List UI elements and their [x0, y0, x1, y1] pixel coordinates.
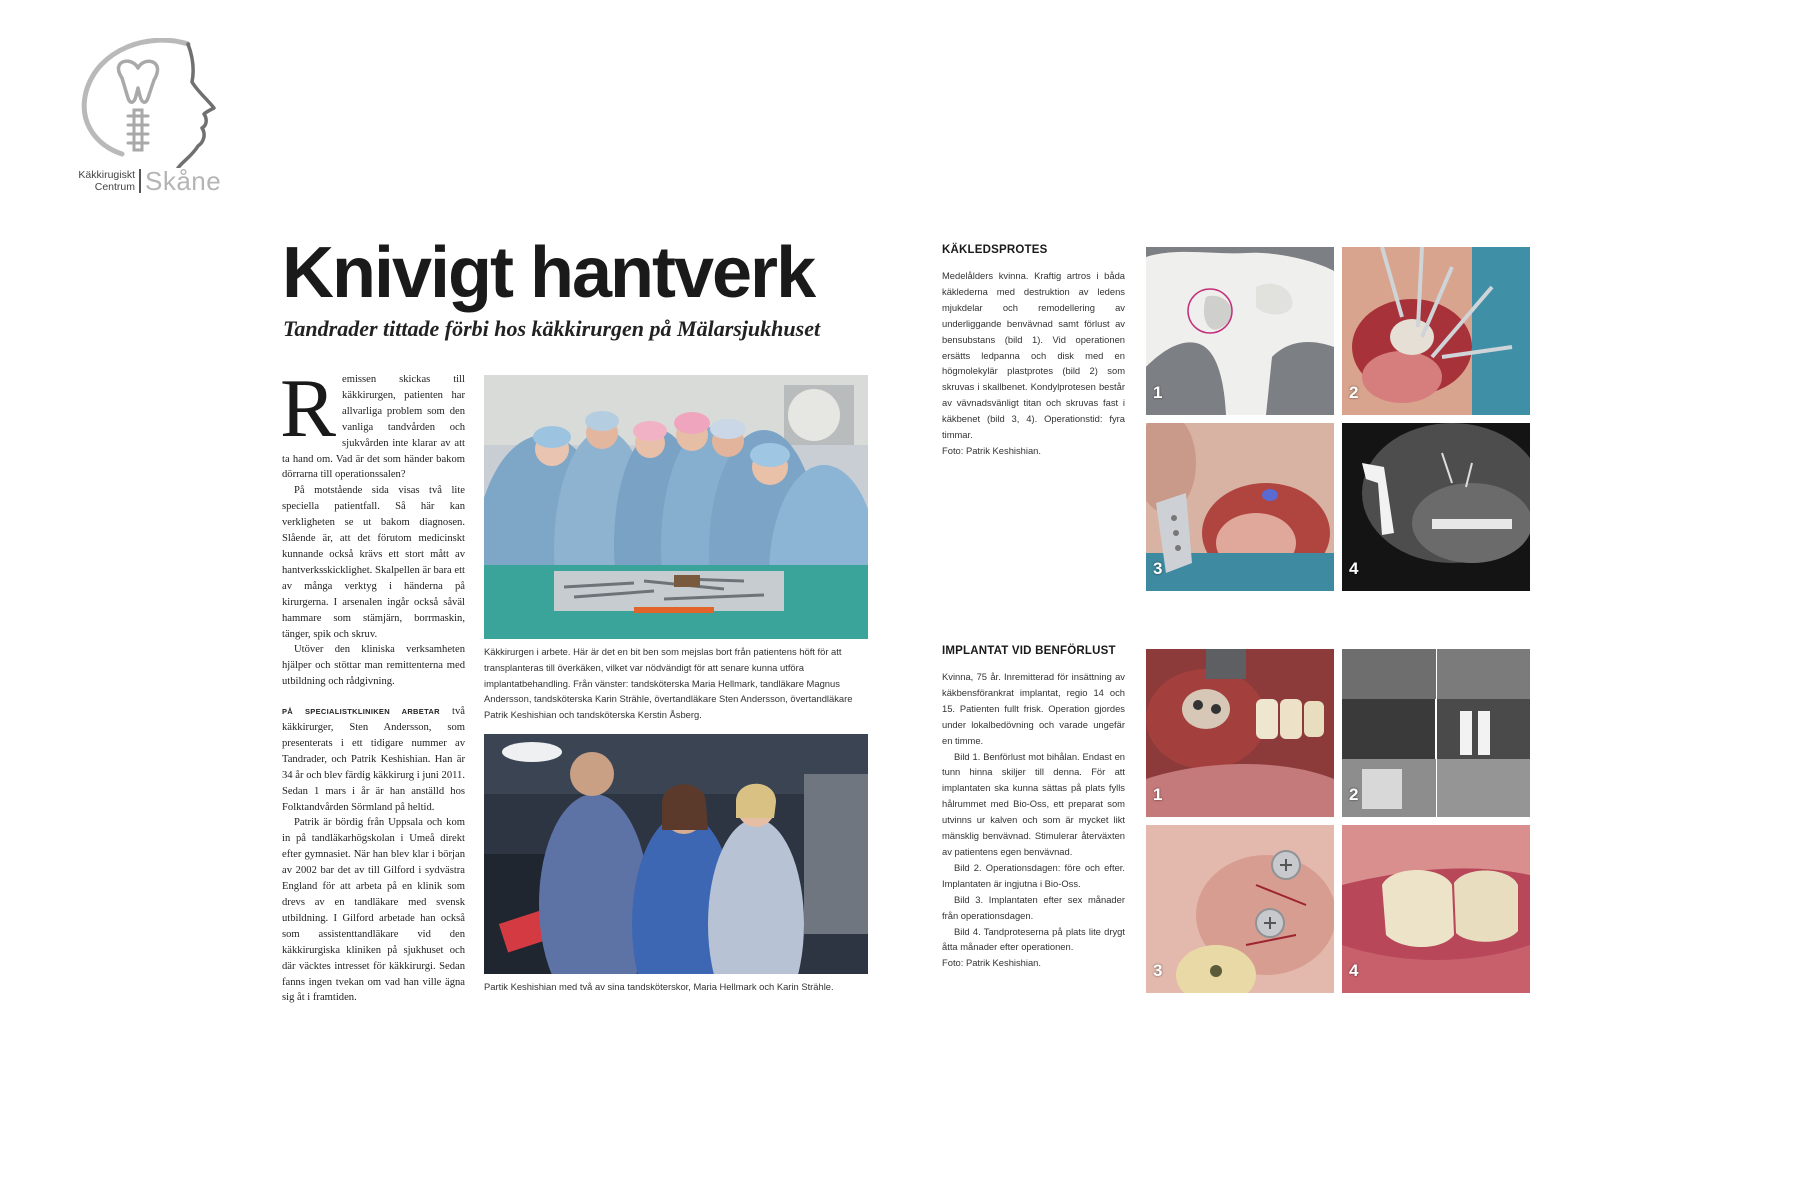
case1-text: Medelålders kvinna. Kraftig artros i båda käklederna med destruktion av ledens mjukdelar och remodellering av underliggande benvävnad samt förlust av bensubstans (bild 1). Vid operationen ersätts ledpanna och disk med en högmolekylär plastprotes (bild 2) som skruvas i skallbenet. Kondylprotesen består av vävnadsvänligt titan och skruvas fast i käkbenet (bild 3, 4). Operationstid: fyra timmar. [942, 270, 1125, 441]
caption-staff: Partik Keshishian med två av sina tandsköterskor, Maria Hellmark och Karin Strähle. [484, 981, 834, 992]
case2-credit: Foto: Patrik Keshishian. [942, 957, 1042, 969]
caption-surgery: Käkkirurgen i arbete. Här är det en bit ben som mejslas bort från patientens höft för att transplanteras till överkäken, vilket var nödvändigt för att senare kunna utföra implantatbehandling. Från vänster: tandsköterska Maria Hellmark, tandläkare Magnus Andersson, tandsköterska Karin Strähle, övertandläkare Sten Andersson, övertandläkare Patrik Keshishian och tandsköterska Kerstin Åsberg. [484, 646, 853, 721]
case2-photo-2-label: 2 [1349, 785, 1359, 804]
case2-bild1: Bild 1. Benförlust mot bihålan. Endast en tunn hinna skiljer till denna. För att implantaten ska kunna sättas på plats fylls hålrummet med Bio-Oss, ett preparat som utvinns ur kalven och som är mycket likt mänsklig benvävnad. Stimulerar återväxten av patientens egen benvävnad. [942, 750, 1125, 857]
body-paragraph-5: Patrik är bördig från Uppsala och kom in på tandläkarhögskolan i Umeå direkt efter gymnasiet. När han blev klar i början av 2002 bar det av till Gilford i sydvästra England för att arbeta på en klinik som drevs av en tandläkare med svensk utbildning. I Gilford arbetade han också som assistenttandläkare vid den käkkirurgiska kliniken på sjukhuset och där väcktes intresset för käkkirurgi. Sedan fanns ingen tvekan om vad han ville ägna sig åt i framtiden. [282, 817, 465, 1004]
logo-text-line-1: Käkkirugiskt [78, 169, 135, 181]
case2-bild2: Bild 2. Operationsdagen: före och efter. Implantaten är ingjutna i Bio-Oss. [942, 861, 1125, 889]
staff-photo [484, 734, 868, 974]
article-subtitle: Tandrader tittade förbi hos käkkirurgen på Mälarsjukhuset [283, 316, 821, 341]
body-paragraph-2: På motstående sida visas två lite speciella patientfall. Så här kan verkligheten se ut bakom diagnosen. Slående är, att det förutom medicinskt kunnande också krävs ett stort mått av hantverksskicklighet. Skalpellen är bara ett av många verktyg i händerna på kirurgerna. I arsenalen ingår också såväl hammare som stämjärn, borrmaskin, tänger, spik och skruv. [282, 485, 465, 640]
case1-photo-1-label: 1 [1153, 383, 1163, 402]
case2-photo-4-label: 4 [1349, 961, 1359, 980]
case1-photo-1 [1146, 247, 1334, 415]
logo [60, 38, 240, 208]
case1-photo-4-label: 4 [1349, 559, 1359, 578]
body-paragraph-3: Utöver den kliniska verksamheten hjälper och stöttar man remittenterna med utbildning och rådgivning. [282, 644, 465, 688]
surgery-photo [484, 375, 868, 639]
case2-bild4: Bild 4. Tandproteserna på plats lite drygt åtta månader efter operationen. [942, 925, 1125, 953]
case1-photo-2 [1342, 247, 1530, 415]
case1-photo-3 [1146, 423, 1334, 591]
case2-photo-3-label: 3 [1153, 961, 1163, 980]
case2-title: IMPLANTAT VID BENFÖRLUST [942, 645, 1116, 657]
body-paragraph [280, 362, 465, 483]
case2-bild3: Bild 3. Implantaten efter sex månader från operationsdagen. [942, 893, 1125, 921]
case1-photo-3-label: 3 [1153, 559, 1163, 578]
lead-in: PÅ SPECIALISTKLINIKEN ARBETAR [282, 707, 440, 717]
logo-text-line-2: Centrum [94, 181, 135, 193]
body-paragraph-4 [282, 704, 465, 815]
case1-photo-4 [1342, 423, 1530, 591]
case2-photo-2 [1342, 649, 1530, 817]
case1-photo-2-label: 2 [1349, 383, 1359, 402]
case2-text-block [942, 669, 1125, 971]
case1-credit: Foto: Patrik Keshishian. [942, 444, 1042, 456]
article-body [280, 362, 465, 1006]
case2-photo-1-label: 1 [1153, 785, 1163, 804]
article-title: Knivigt hantverk [282, 233, 815, 313]
case1-text-block [942, 268, 1125, 459]
logo-text-skane: Skåne [145, 166, 222, 196]
logo-face-icon [70, 38, 230, 168]
case2-photo-4 [1342, 825, 1530, 993]
logo-text-left [62, 169, 135, 193]
body-paragraph-1-text: emissen skickas till käkkirurgen, patienten har allvarliga problem som den vanliga tandvården och sjukvården inte klarar av att ta hand om. Vad är det som händer bakom dörrarna till operationssalen? [282, 374, 465, 481]
case1-title: KÄKLEDSPROTES [942, 244, 1048, 256]
drop-cap: R [280, 362, 337, 455]
case2-intro: Kvinna, 75 år. Inremitterad för insättning av käkbensförankrat implantat, regio 14 och 15. Patienten fullt frisk. Operation gjordes under lokalbedövning och varade ungefär en timme. [942, 671, 1125, 746]
body-paragraph-4-text: två käkkirurger, Sten Andersson, som presenterats i ett tidigare nummer av Tandrader, och Patrik Keshishian. Han är 34 år och blev färdig käkkirurg i juni 2011. Sedan 1 mars i år är han anställd hos Folktandvården Sörmland på heltid. [282, 706, 465, 813]
case2-photo-1 [1146, 649, 1334, 817]
logo-divider [139, 169, 141, 193]
case2-photo-3 [1146, 825, 1334, 993]
